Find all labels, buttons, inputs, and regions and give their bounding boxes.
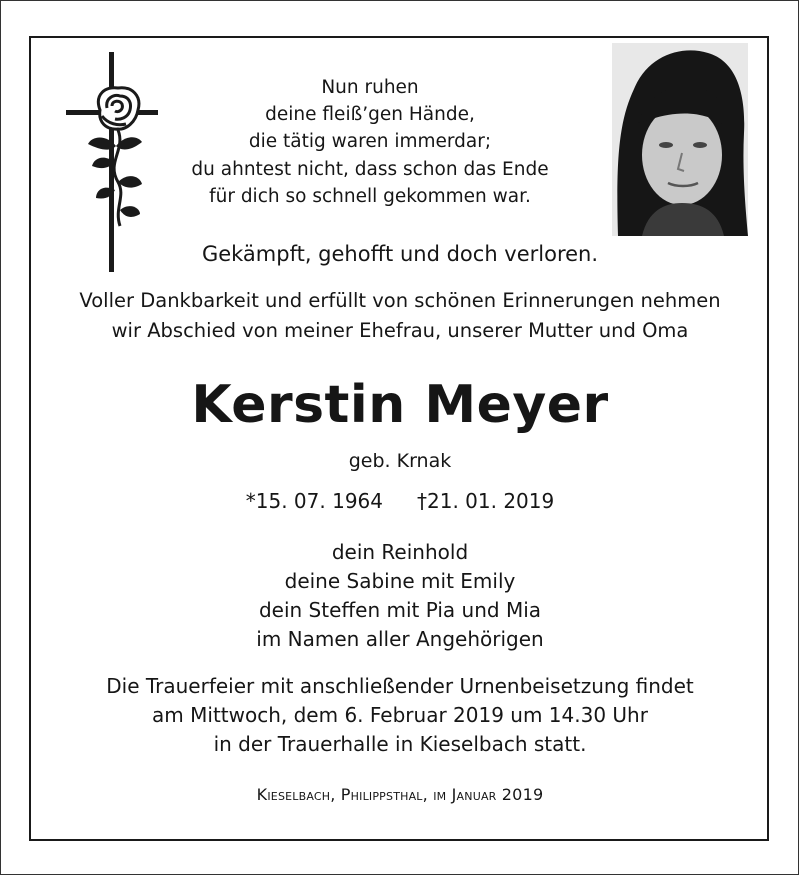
mourner-line: deine Sabine mit Emily	[284, 569, 516, 593]
motto: Gekämpft, gehofft und doch verloren.	[201, 242, 599, 266]
service-line: in der Trauerhalle in Kieselbach statt.	[213, 732, 587, 756]
mourners-list	[0, 538, 800, 654]
birth-date: *15. 07. 1964	[245, 489, 383, 513]
maiden-name: geb. Krnak	[348, 450, 452, 472]
poem-line: die tätig waren immerdar;	[248, 131, 492, 153]
poem-line: deine fleiß’gen Hände,	[265, 104, 475, 126]
service-line: Die Trauerfeier mit anschließender Urnenbeisetzung findet	[106, 674, 694, 698]
portrait-photo	[612, 43, 748, 236]
mourner-line: im Namen aller Angehörigen	[256, 627, 544, 651]
intro-text	[0, 286, 800, 346]
mourner-line: dein Reinhold	[331, 540, 469, 564]
life-dates	[0, 486, 800, 516]
deceased-name: Kerstin Meyer	[191, 375, 609, 435]
service-line: am Mittwoch, dem 6. Februar 2019 um 14.30 Uhr	[152, 703, 648, 727]
poem-line: Nun ruhen	[321, 77, 419, 98]
funeral-service-info	[0, 672, 800, 759]
poem	[170, 74, 570, 210]
poem-line: du ahntest nicht, dass schon das Ende	[191, 158, 549, 180]
mourner-line: dein Steffen mit Pia und Mia	[258, 598, 542, 622]
place-and-date: Kieselbach, Philippsthal, im Januar 2019	[256, 785, 544, 804]
intro-line: Voller Dankbarkeit und erfüllt von schönen Erinnerungen nehmen	[79, 289, 721, 312]
poem-line: für dich so schnell gekommen war.	[209, 185, 531, 207]
intro-line: wir Abschied von meiner Ehefrau, unserer Mutter und Oma	[111, 319, 689, 342]
death-date: †21. 01. 2019	[417, 489, 555, 513]
